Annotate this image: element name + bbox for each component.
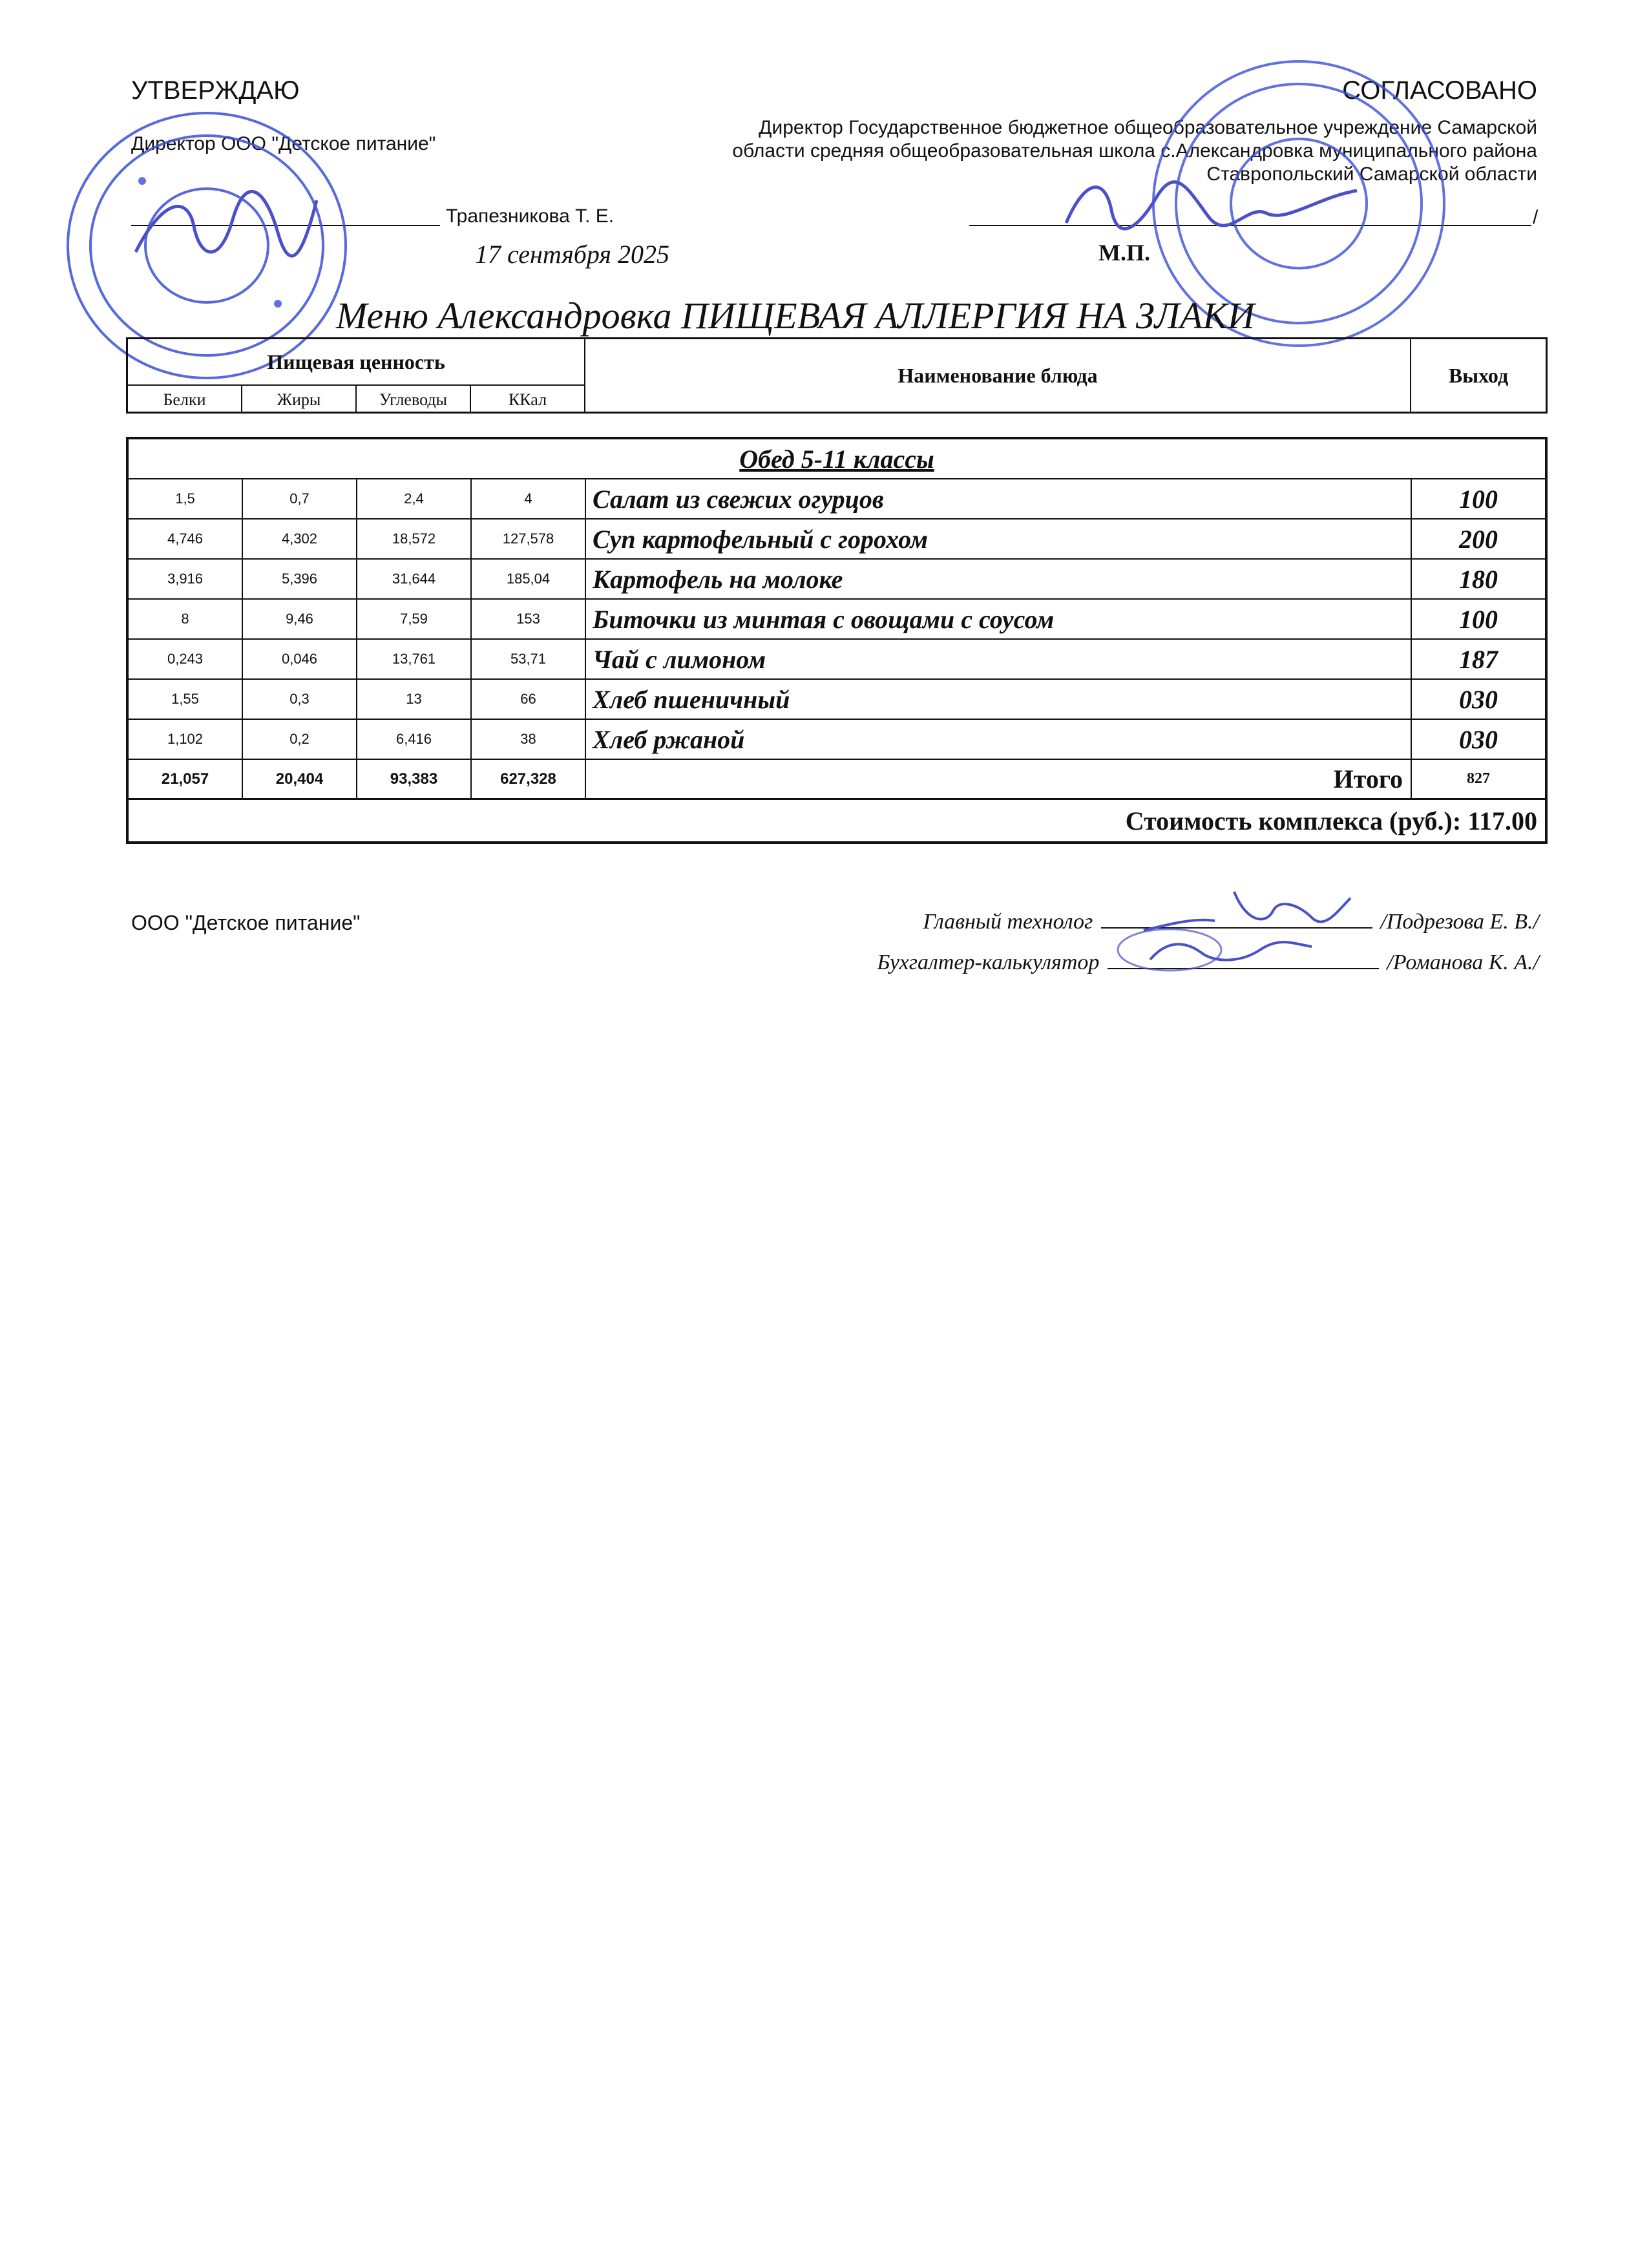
dish-cell: Картофель на молоке: [586, 560, 1412, 598]
section-title: Обед 5-11 классы: [129, 439, 1545, 479]
table-header: [126, 337, 1548, 414]
protein-cell: 3,916: [129, 560, 243, 598]
output-cell: 100: [1459, 484, 1498, 514]
output-cell: 030: [1459, 684, 1498, 714]
fat-cell: 0,7: [243, 479, 357, 518]
carbs-cell: 2,4: [357, 479, 472, 518]
accountant-line: [1108, 949, 1379, 969]
fat-cell: 9,46: [243, 600, 357, 638]
accountant-name: /Романова К. А./: [1387, 950, 1539, 974]
complex-cost: Стоимость комплекса (руб.): 117.00: [1125, 806, 1537, 835]
approve-name: Трапезникова Т. Е.: [446, 205, 614, 227]
protein-cell: 1,102: [129, 720, 243, 759]
fat-cell: 0,3: [243, 680, 357, 719]
total-row: [129, 760, 1545, 800]
kcal-cell: 66: [472, 680, 586, 719]
carbs-header: Углеводы: [357, 386, 471, 414]
kcal-cell: 53,71: [472, 640, 586, 678]
table-row: [129, 640, 1545, 680]
dish-header: Наименование блюда: [585, 339, 1411, 412]
total-output: 827: [1467, 770, 1490, 787]
director-signature: [123, 174, 330, 278]
dish-cell: Салат из свежих огурцов: [586, 479, 1412, 518]
kcal-cell: 38: [472, 720, 586, 759]
total-label: Итого: [586, 760, 1412, 798]
carbs-cell: 18,572: [357, 520, 472, 558]
table-row: [129, 479, 1545, 520]
document-title: Меню Александровка ПИЩЕВАЯ АЛЛЕРГИЯ НА ЗЛАКИ: [336, 295, 1255, 337]
table-row: [129, 720, 1545, 760]
fat-cell: 4,302: [243, 520, 357, 558]
protein-cell: 8: [129, 600, 243, 638]
technologist-signature-line: [923, 908, 1539, 934]
accountant-signature-line: [877, 949, 1539, 975]
table-row: [129, 680, 1545, 720]
carbs-cell: 31,644: [357, 560, 472, 598]
dish-cell: Биточки из минтая с овощами с соусом: [586, 600, 1412, 638]
approve-heading: УТВЕРЖДАЮ: [131, 76, 300, 105]
output-cell: 100: [1459, 604, 1498, 634]
total-kcal: 627,328: [472, 760, 586, 798]
carbs-cell: 13: [357, 680, 472, 719]
total-protein: 21,057: [129, 760, 243, 798]
stamp-place-label: М.П.: [1098, 240, 1150, 266]
total-fat: 20,404: [243, 760, 357, 798]
dish-cell: Чай с лимоном: [586, 640, 1412, 678]
fat-header: Жиры: [242, 386, 357, 414]
carbs-cell: 13,761: [357, 640, 472, 678]
accountant-role: Бухгалтер-калькулятор: [877, 950, 1100, 974]
technologist-name: /Подрезова Е. В./: [1380, 910, 1539, 934]
protein-header: Белки: [128, 386, 242, 414]
fat-cell: 0,2: [243, 720, 357, 759]
agree-signature-line: [969, 225, 1531, 226]
agree-heading: СОГЛАСОВАНО: [1342, 76, 1537, 105]
output-header: Выход: [1448, 363, 1509, 387]
dish-cell: Хлеб ржаной: [586, 720, 1412, 759]
table-row: [129, 600, 1545, 640]
carbs-cell: 6,416: [357, 720, 472, 759]
technologist-role: Главный технолог: [923, 910, 1093, 934]
technologist-line: [1101, 908, 1372, 929]
protein-cell: 1,5: [129, 479, 243, 518]
menu-table: [126, 437, 1548, 844]
kcal-cell: 127,578: [472, 520, 586, 558]
total-carbs: 93,383: [357, 760, 472, 798]
fat-cell: 5,396: [243, 560, 357, 598]
protein-cell: 1,55: [129, 680, 243, 719]
nutrition-header: Пищевая ценность: [128, 339, 585, 386]
agree-slash: /: [1533, 207, 1539, 228]
kcal-cell: 4: [472, 479, 586, 518]
fat-cell: 0,046: [243, 640, 357, 678]
protein-cell: 0,243: [129, 640, 243, 678]
output-cell: 030: [1459, 724, 1498, 754]
dish-cell: Хлеб пшеничный: [586, 680, 1412, 719]
approve-role: Директор ООО "Детское питание": [131, 133, 436, 154]
output-cell: 180: [1459, 564, 1498, 594]
agree-role: Директор Государственное бюджетное общеобразовательное учреждение Самарской области средняя общеобразовательная школа с.Александровка муниципального района Ставропольский Самарской области: [732, 117, 1537, 185]
carbs-cell: 7,59: [357, 600, 472, 638]
kcal-cell: 185,04: [472, 560, 586, 598]
table-row: [129, 560, 1545, 600]
footer-organization: ООО "Детское питание": [131, 911, 361, 934]
output-cell: 200: [1459, 524, 1498, 554]
protein-cell: 4,746: [129, 520, 243, 558]
kcal-cell: 153: [472, 600, 586, 638]
kcal-header: ККал: [471, 386, 585, 414]
table-row: [129, 520, 1545, 560]
approve-date: 17 сентября 2025: [475, 240, 669, 269]
approve-signature-line: [131, 225, 440, 226]
dish-cell: Суп картофельный с горохом: [586, 520, 1412, 558]
output-cell: 187: [1459, 644, 1498, 674]
